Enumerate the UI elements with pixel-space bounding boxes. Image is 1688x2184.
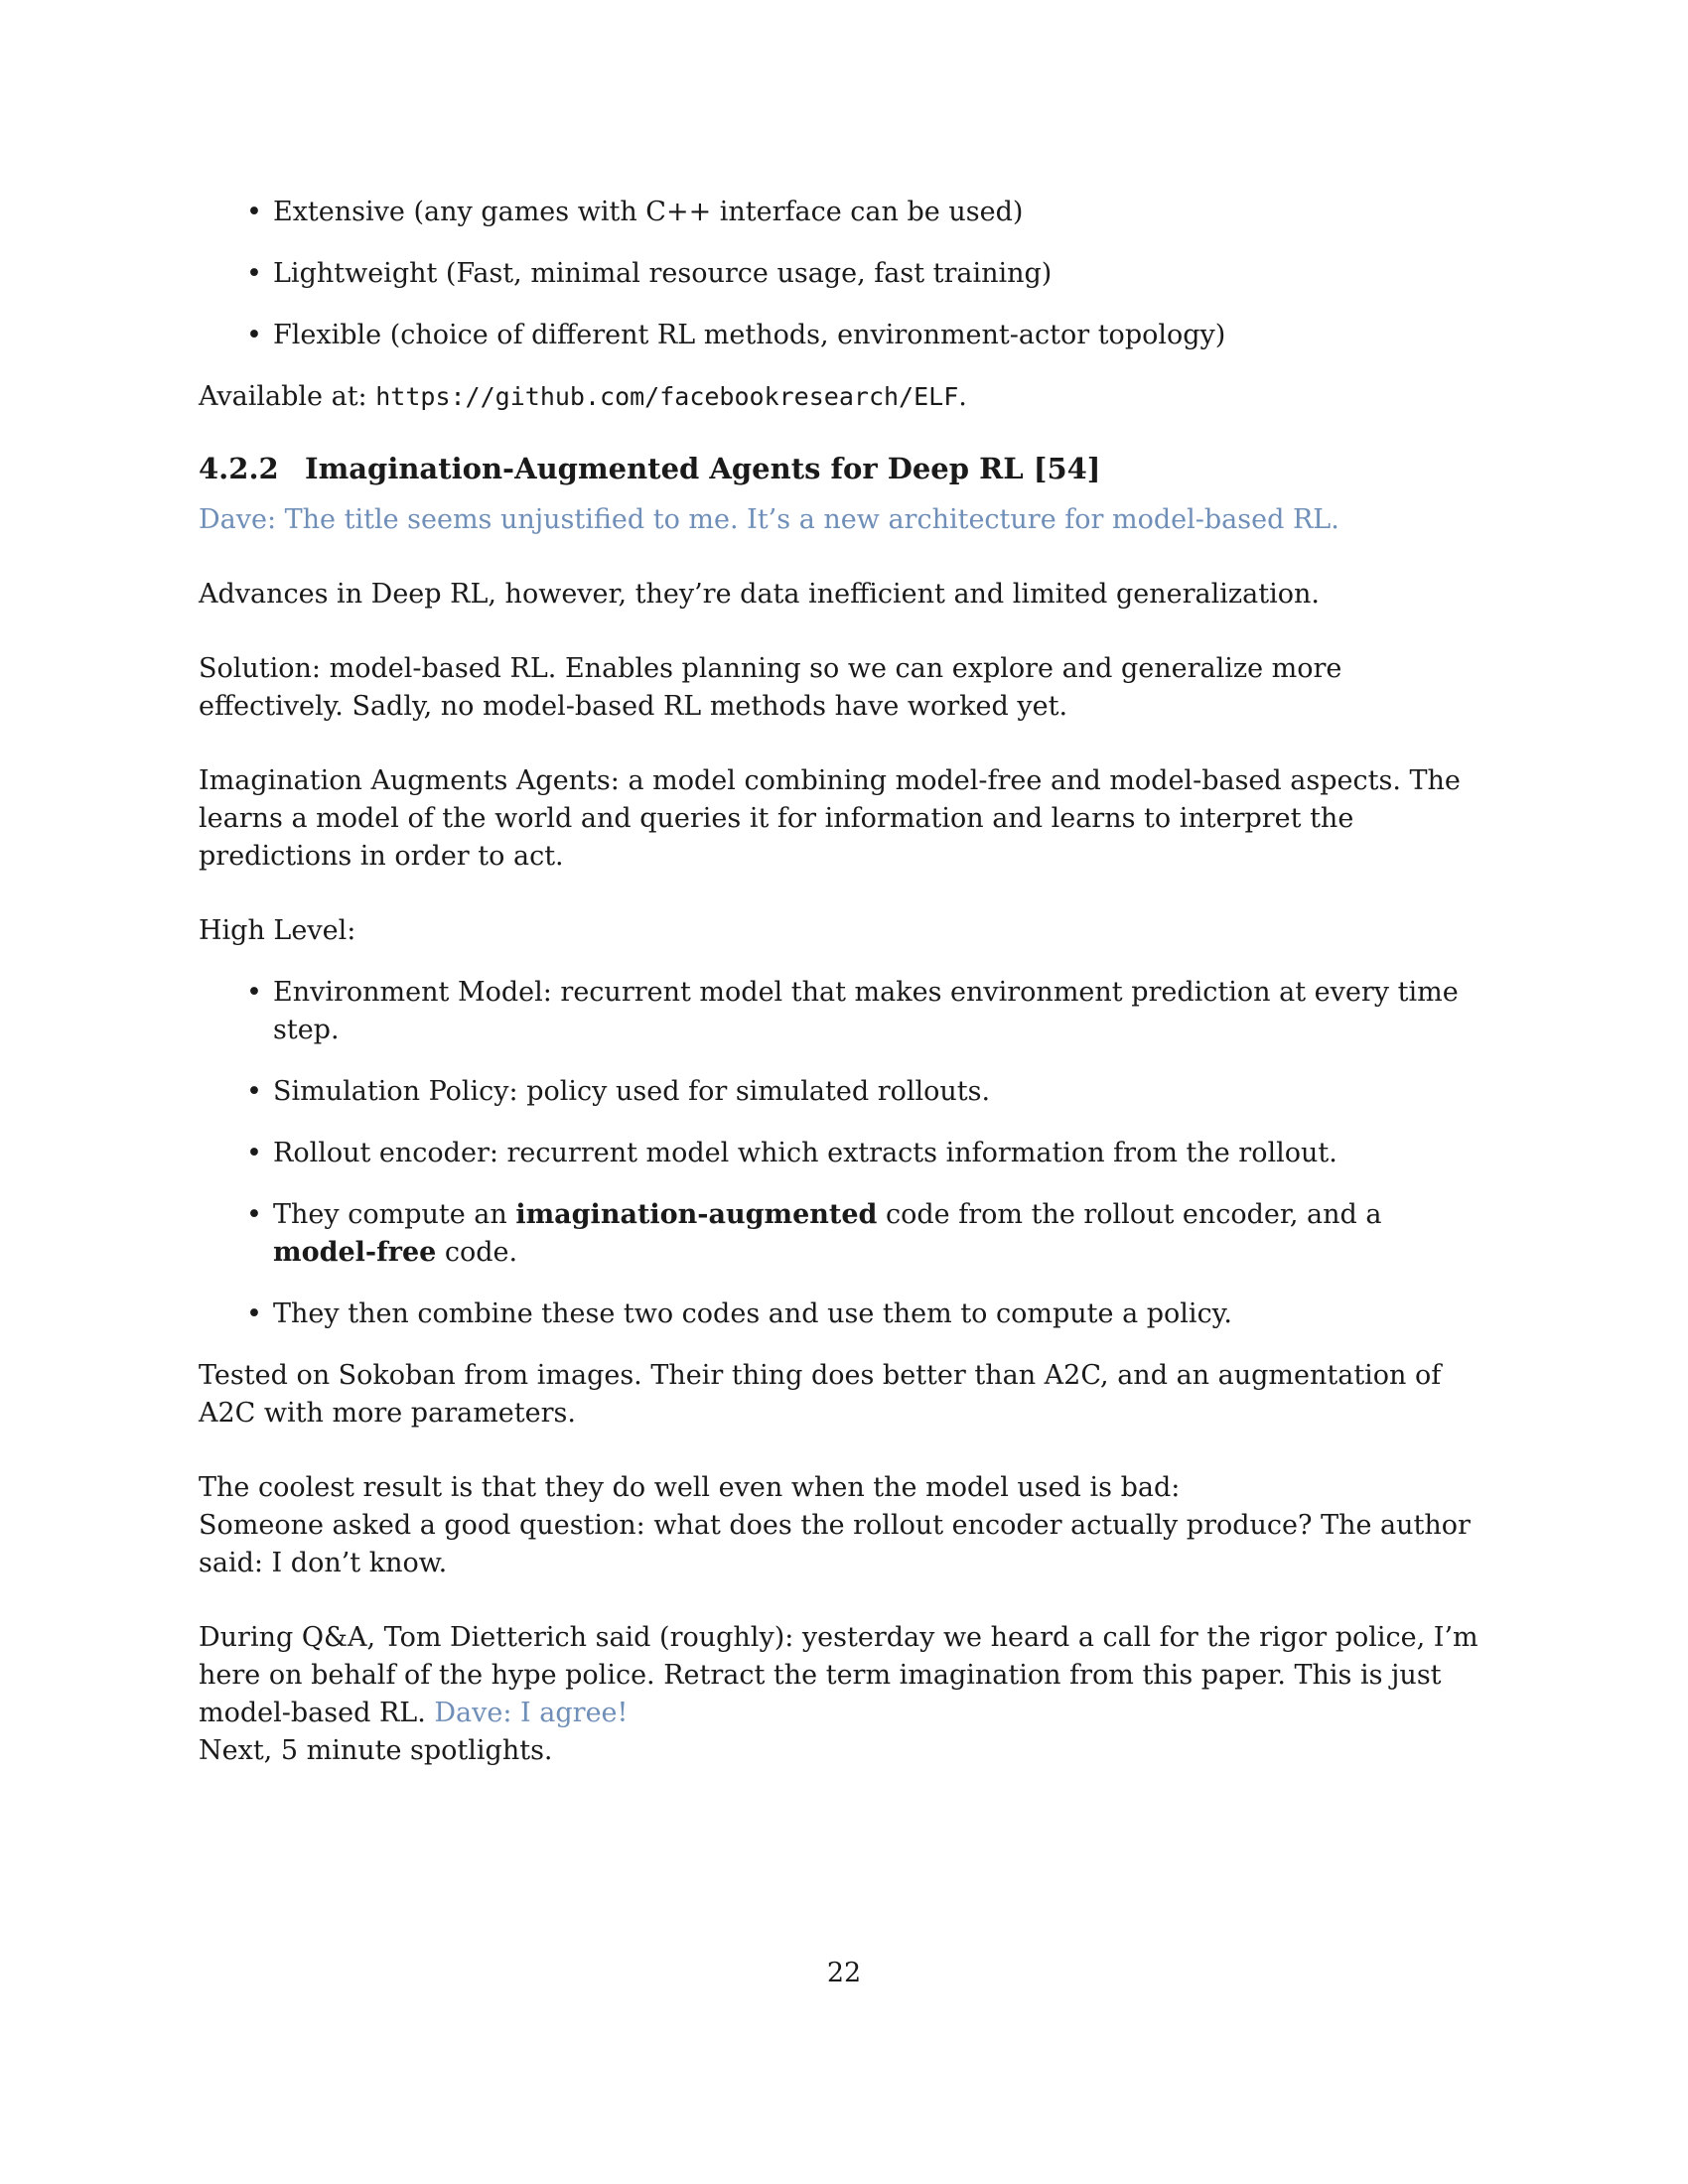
bullet-icon: • <box>246 1199 262 1230</box>
high-level-bullet-list <box>199 974 1489 1333</box>
paragraph: The coolest result is that they do well even when the model used is bad: <box>199 1472 1181 1503</box>
bullet-icon: • <box>246 1138 262 1168</box>
paragraph: Imagination Augments Agents: a model combining model-free and model-based aspects. The learns a model of the world and queries it for information and learns to interpret the predictions in order to act. <box>199 765 1461 872</box>
paragraph: Tested on Sokoban from images. Their thing does better than A2C, and an augmentation of A2C with more parameters. <box>199 1360 1442 1429</box>
top-bullet-list <box>199 194 1489 354</box>
bullet-icon: • <box>246 258 262 289</box>
section-heading <box>199 450 1489 487</box>
bullet-icon: • <box>246 977 262 1008</box>
page-content <box>199 194 1489 1770</box>
paragraph: Someone asked a good question: what does the rollout encoder actually produce? The author said: I don’t know. <box>199 1510 1471 1578</box>
list-item: • Environment Model: recurrent model that makes environment prediction at every time step. <box>199 974 1489 1049</box>
list-item: • Simulation Policy: policy used for simulated rollouts. <box>199 1073 1489 1111</box>
section-number: 4.2.2 <box>199 452 279 485</box>
github-link[interactable]: https://github.com/facebookresearch/ELF <box>375 382 959 411</box>
available-line: Available at: https://github.com/facebookresearch/ELF. <box>199 381 967 412</box>
bullet-icon: • <box>246 1076 262 1107</box>
paragraph: During Q&A, Tom Dietterich said (roughly): yesterday we heard a call for the rigor police, I’m here on behalf of the hype police. Retract the term imagination from this paper. This is just model-based RL. Dave: I agree! <box>199 1622 1478 1728</box>
paragraph: Next, 5 minute spotlights. <box>199 1735 553 1766</box>
paragraph: Solution: model-based RL. Enables planning so we can explore and generalize more effectively. Sadly, no model-based RL methods have worked yet. <box>199 653 1342 722</box>
bullet-icon: • <box>246 320 262 350</box>
dave-comment: Dave: I agree! <box>434 1698 629 1728</box>
bullet-icon: • <box>246 197 262 227</box>
list-item: • Rollout encoder: recurrent model which extracts information from the rollout. <box>199 1135 1489 1172</box>
list-item: • Lightweight (Fast, minimal resource usage, fast training) <box>199 255 1489 293</box>
bullet-icon: • <box>246 1298 262 1329</box>
page-number: 22 <box>826 1958 862 1988</box>
list-item: • Flexible (choice of different RL methods, environment-actor topology) <box>199 317 1489 354</box>
list-item: • They compute an imagination-augmented code from the rollout encoder, and a model-free code. <box>199 1196 1489 1272</box>
dave-comment: Dave: The title seems unjustified to me. It’s a new architecture for model-based RL. <box>199 504 1339 535</box>
section-title: Imagination-Augmented Agents for Deep RL [54] <box>305 452 1101 485</box>
list-item: • Extensive (any games with C++ interface can be used) <box>199 194 1489 231</box>
paragraph: High Level: <box>199 915 356 946</box>
paragraph: Advances in Deep RL, however, they’re data inefficient and limited generalization. <box>199 579 1320 610</box>
list-item: • They then combine these two codes and use them to compute a policy. <box>199 1296 1489 1333</box>
